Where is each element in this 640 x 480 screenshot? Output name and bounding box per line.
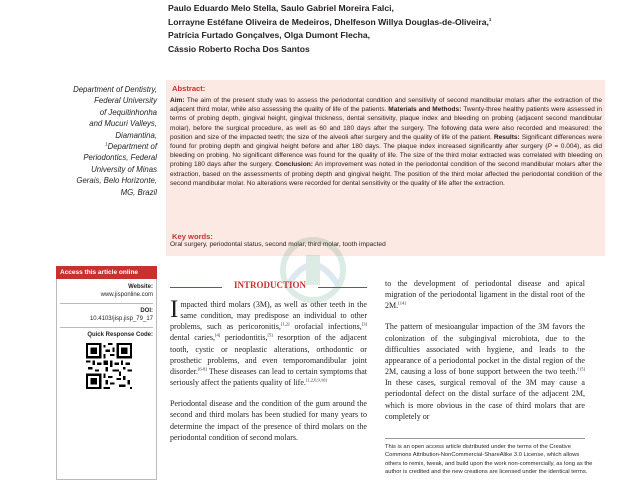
affiliation-line-text: Department of [107,142,157,152]
journal-watermark-icon [258,235,368,305]
aim-label: Aim: [170,97,185,104]
qr-label: Quick Response Code: [87,332,153,338]
paragraph-text: to the development of periodontal disease and apical migration of the periodontal ligament in the distal root of the 2M. [385,279,585,311]
body-paragraph: Periodontal disease and the condition of the gum around the second and third molars has been studied for many years to determine the impact of the presence of third molars on the periodontal condition of second molars. [170,399,367,442]
conclusion-label: Conclusion: [275,161,313,169]
author-line-text: Lorrayne Estéfane Oliveira de Medeiros, Dhelfeson Willya Douglas-de-Oliveira, [168,16,489,27]
paragraph-text: These diseases can lead to certain symptoms that seriously affect the patients quality of life. [170,366,367,388]
affiliation-line: Federal University [94,96,157,106]
author-line: Cássio Roberto Rocha Dos Santos [168,43,310,54]
body-paragraph [385,278,585,311]
body-column-right [385,278,585,422]
paragraph-text: periodontitis, [220,333,268,343]
website-link[interactable]: www.jisponline.com [100,292,153,298]
results-label: Results: [493,133,520,141]
affiliation-marker: 1 [105,141,108,147]
body-paragraph [170,296,368,388]
affiliation-line: Gerais, Belo Horizonte, [76,176,157,186]
panel-divider [60,303,153,304]
affiliation-marker: 1 [488,16,492,22]
methods-text: Twenty-three healthy patients were assessed in terms of probing depth, gingival height, gingival thickness, dental sensitivity, plaque index and bleeding on probing (adjacent second mandibular molar), before the surgical procedure, as well as 60 and 180 days after the surgery. The following data were also recorded and measured: the position and size of the impacted teeth; the size of the alveoli after surgery and the quality of life of the patient. [170,106,602,141]
author-line: Paulo Eduardo Melo Stella, Saulo Gabriel Moreira Falci, [168,3,394,13]
paragraph-text: orofacial infections, [289,322,362,332]
citation[interactable]: [4] [215,332,221,338]
doi-link[interactable]: 10.4103/jisp.jisp_79_17 [89,316,153,322]
conclusion-text: An improvement was noted in the periodontal condition of the second mandibular molars after the extraction, based on the assessments of probing depth and gingival height. The position of the third molar affected the periodontal condition of the second mandibular molar. No alterations were recorded for dental sensitivity or the quality of life after the extraction. [170,161,602,187]
p-value-symbol: P [547,143,552,151]
author-list [168,2,608,56]
methods-label: Materials and Methods: [388,106,462,114]
results-text: = 0.004), as did bleeding on probing. No significant difference was found for the quality of life. The size of the third molar extracted was correlated with bleeding on probing 180 days after the surgery. [170,143,602,169]
doi-label: DOI: [140,308,153,314]
abstract-heading: Abstract: [172,84,206,93]
footnote-rule [385,438,585,439]
paragraph-text: mpacted third molars (3M), as well as other teeth in the same condition, may predispose an individual to other problems, such as pericoronitis, [170,300,367,332]
affiliation [40,84,157,198]
author-line: Patrícia Furtado Gonçalves, Olga Dumont Flecha, [168,30,370,41]
author-line [168,16,608,30]
body-column-left [170,296,368,443]
results-text: Significant differences were found for probing depth and gingival height before and after 180 days. The plaque index increased significantly after surgery ( [170,133,602,151]
affiliation-line: and Mucuri Valleys, [89,119,157,129]
body-paragraph [385,321,585,421]
drop-cap: I [170,296,179,323]
panel-divider [60,327,153,328]
section-rule-left [170,287,222,288]
keywords-text: Oral surgery, periodontal status, second molar, third molar, tooth impacted [170,241,386,248]
qr-code-icon[interactable] [86,343,132,389]
website-label: Website: [128,284,153,290]
affiliation-line: Periodontics, Federal [83,153,157,163]
affiliation-line: Diamantina, [115,130,157,140]
citation[interactable]: [1,2,6,9,10] [305,377,327,383]
paragraph-text: The pattern of mesioangular impaction of the 3M favors the colonization of the subgingival microbiota, due to the difficulties associated with hygiene, and leads to the appearance of a periodontal pocket in the distal region of the 2M, causing a loss of bone support between the two teeth. [385,322,585,377]
affiliation-line [40,141,157,152]
abstract-body [170,96,602,188]
qr-block [56,331,157,339]
citation[interactable]: [15] [577,366,585,372]
aim-text: The aim of the present study was to assess the periodontal condition and sensitivity of second mandibular molars after the extraction of the adjacent third molar, while also assessing the quality of life of the patients. [170,97,602,114]
access-panel-header: Access this article online [56,266,157,279]
paragraph-text: resorption of the adjacent tooth, cystic or neoplastic alterations, orthodontic or prosthetic problems, and even temporomandibular joint disorder. [170,333,368,376]
affiliation-line: University of Minas [91,164,157,174]
citation[interactable]: [14] [398,300,406,306]
affiliation-line: of Jequitinhonha [99,107,157,117]
citation[interactable]: [3] [361,321,367,327]
citation[interactable]: [6-8] [197,366,207,372]
keywords-heading: Key words: [172,232,213,241]
affiliation-line: Department of Dentistry, [73,85,157,94]
license-footnote: This is an open access article distributed under the terms of the Creative Commons Attribution-NonCommercial-ShareAlike 3.0 License, which allows others to remix, tweak, and build upon the work non-commercially, as long as the author is credited and the new creations are licensed under the identical terms. [385,444,593,475]
paragraph-text: In these cases, surgical removal of the 3M may cause a periodontal defect on the distal surface of the adjacent 2M, which is more obvious in the case of third molars that are completely or [385,378,585,421]
affiliation-line: MG, Brazil [120,187,157,197]
paragraph-text: dental caries, [170,333,216,343]
doi-block [56,307,157,323]
citation[interactable]: [1,2] [280,321,290,327]
website-block [56,283,157,299]
citation[interactable]: [5] [267,332,273,338]
section-title: INTRODUCTION [233,280,306,290]
section-rule-right [318,287,367,288]
